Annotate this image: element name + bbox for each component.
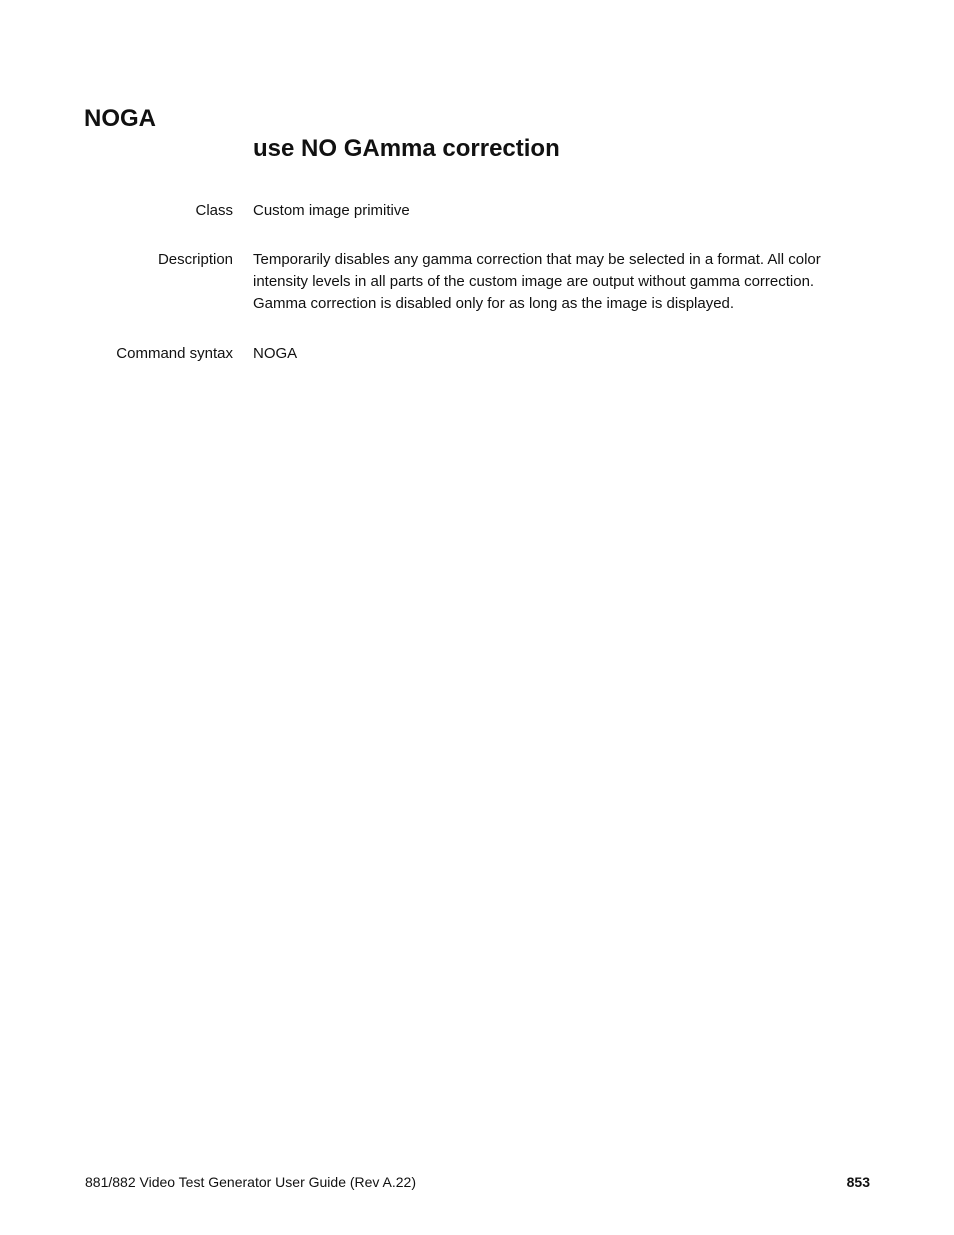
- footer-page-number: 853: [846, 1174, 870, 1190]
- description-label: Description: [157, 251, 233, 268]
- description-text: [253, 249, 863, 315]
- description-line: intensity levels in all parts of the custom image are output without gamma correction.: [253, 273, 815, 290]
- class-label: Class: [195, 202, 233, 219]
- command-syntax-value: NOGA: [253, 345, 298, 362]
- command-syntax-label: Command syntax: [116, 345, 233, 362]
- description-line: Gamma correction is disabled only for as long as the image is displayed.: [253, 295, 735, 312]
- command-name-heading: NOGA: [84, 105, 156, 132]
- description-line: Temporarily disables any gamma correction that may be selected in a format. All color: [253, 251, 821, 268]
- footer-guide-title: 881/882 Video Test Generator User Guide (Rev A.22): [85, 1174, 417, 1190]
- command-subtitle: use NO GAmma correction: [253, 135, 560, 162]
- class-value: Custom image primitive: [253, 202, 410, 219]
